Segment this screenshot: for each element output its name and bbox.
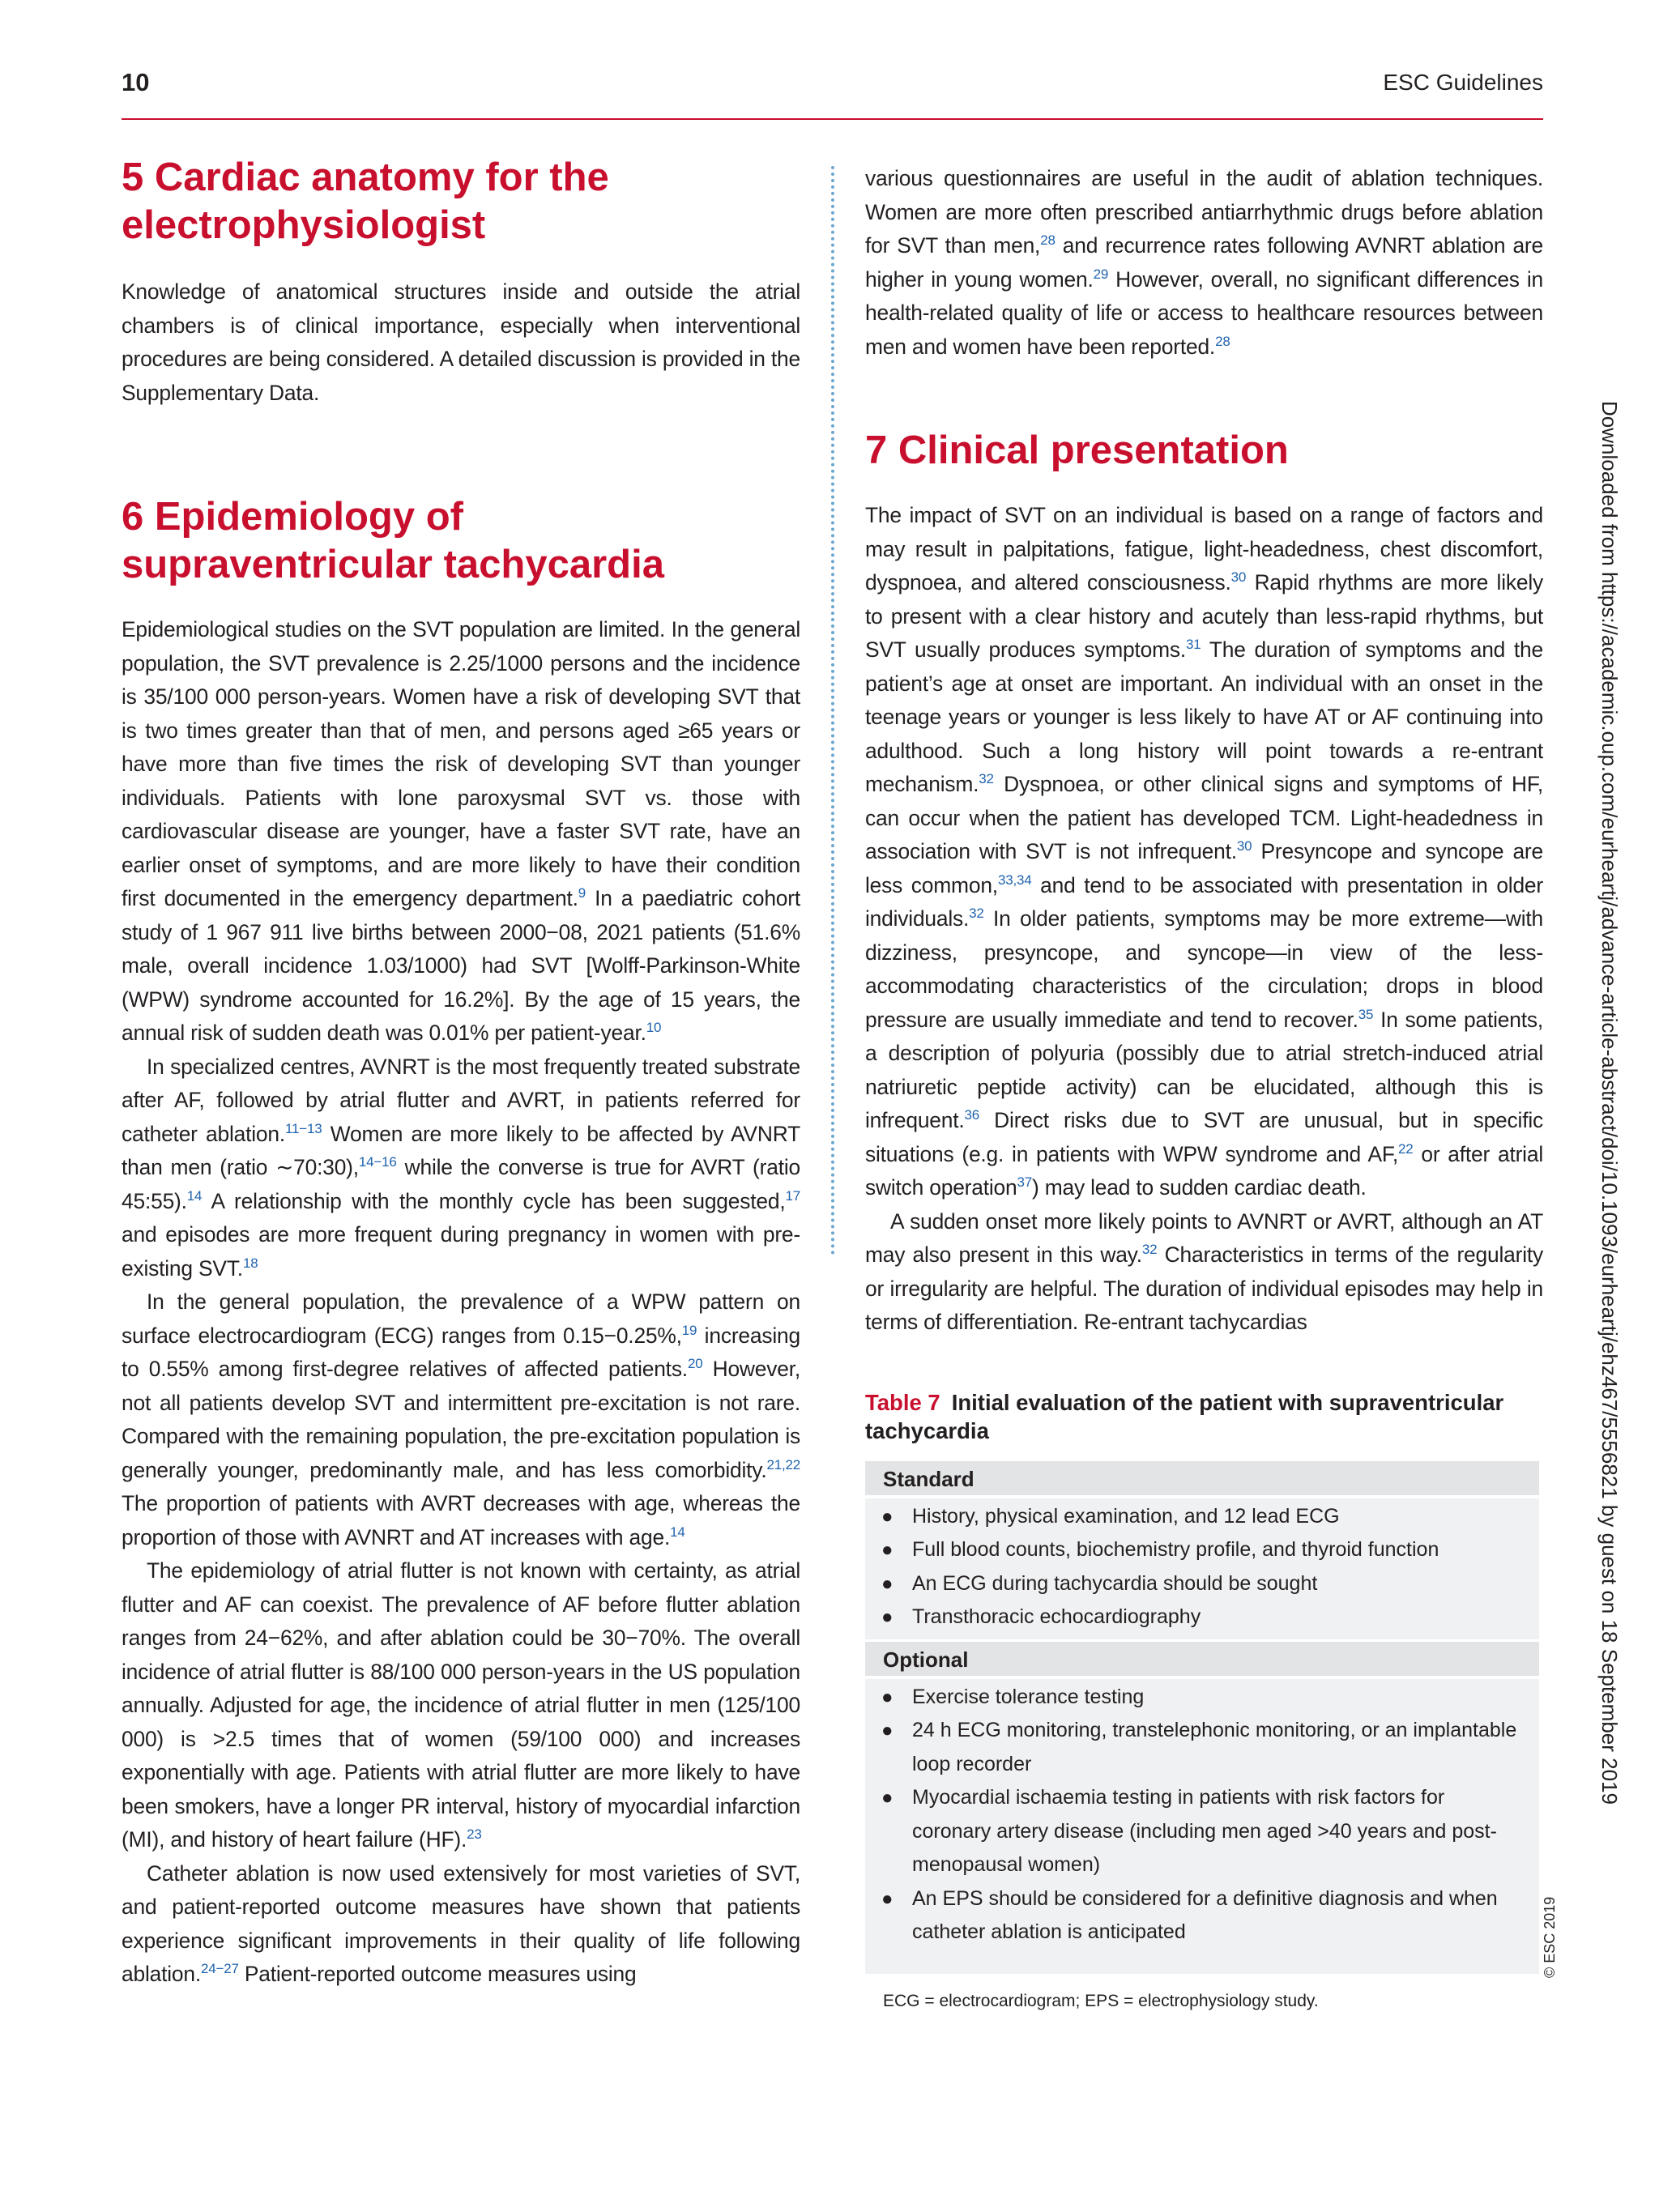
standard-items	[865, 1498, 1539, 1639]
reference-link[interactable]: 37	[1017, 1174, 1033, 1190]
reference-link[interactable]: 10	[646, 1020, 662, 1035]
column-divider	[831, 166, 834, 1255]
epidemiology-paragraph-1: Epidemiological studies on the SVT population are limited. In the general population, the SVT prevalence is 2.25/1000 persons and the incidence is 35/100 000 person-years. Women have a risk of developing SVT that is two times greater than that of men, and persons aged ≥65 years or have more than five times the risk of developing SVT than younger individuals. Patients with lone paroxysmal SVT vs. those with cardiovascular disease are younger, have a faster SVT rate, have an earlier onset of symptoms, and are more likely to have their condition first documented in the emergency department.$^9$ In a paediatric cohort study of 1 967 911 live births between 2000−08, 2021 patients (51.6% male, overall incidence 1.03/1000) had SVT [Wolff-Parkinson-White (WPW) syndrome accounted for 16.2%]. By the age of 15 years, the annual risk of sudden death was 0.01% per patient-year.$^{10}$	[122, 617, 800, 1045]
page-number: 10	[122, 68, 150, 96]
reference-link[interactable]: 28	[1215, 333, 1230, 349]
reference-link[interactable]: 32	[979, 771, 994, 786]
bullet-icon: ●	[881, 1539, 893, 1561]
reference-link[interactable]: 18	[242, 1255, 258, 1271]
table-label: Table 7	[865, 1389, 940, 1415]
optional-items	[865, 1679, 1539, 1974]
reference-link[interactable]: 14	[670, 1524, 685, 1540]
running-head: ESC Guidelines	[1383, 70, 1543, 95]
epidemiology-paragraph-6: various questionnaires are useful in the audit of ablation techniques. Women are more often prescribed antiarrhythmic drugs before ablation for SVT than men,$^{28}$ and recurrence rates following AVNRT ablation are higher in young women.$^{29}$ However, overall, no significant differences in health-related quality of life or access to healthcare resources between men and women have been reported.$^{28}$	[865, 166, 1543, 359]
epidemiology-paragraph-3: In the general population, the prevalence of a WPW pattern on surface electrocardiogram (ECG) ranges from 0.15−0.25%,$^{19}$ increasing to 0.55% among first-degree relatives of affected patients.$^{20}$ However, not all patients develop SVT and intermittent pre-excitation is not rare. Compared with the remaining population, the pre-excitation population is generally younger, predominantly male, and has less comorbidity.$^{21,22}$ The proportion of patients with AVRT decreases with age, whereas the proportion of those with AVNRT and AT increases with age.$^{14}$	[122, 1289, 801, 1549]
bullet-icon: ●	[881, 1505, 893, 1528]
reference-link[interactable]: 29	[1093, 266, 1109, 282]
evaluation-table	[865, 1461, 1539, 1974]
right-column	[865, 162, 1543, 2011]
table-caption	[865, 1388, 1543, 1445]
section-5-title: 5 Cardiac anatomy for the electrophysiologist	[122, 156, 609, 247]
reference-link[interactable]: 36	[964, 1107, 980, 1123]
section-6-title: 6 Epidemiology of supraventricular tachycardia	[122, 495, 664, 586]
table-footnote: ECG = electrocardiogram; EPS = electrophysiology study.	[883, 1991, 1319, 2010]
clinical-paragraph-2: A sudden onset more likely points to AVNRT or AVRT, although an AT may also present in this way.$^{32}$ Characteristics in terms of the regularity or irregularity are helpful. The duration of individual episodes may help in terms of differentiation. Re-entrant tachycardias	[865, 1208, 1543, 1334]
epidemiology-paragraph-5: Catheter ablation is now used extensively for most varieties of SVT, and patient-reported outcome measures have shown that patients experience significant improvements in their quality of life following ablation.$^{24-27}$ Patient-reported outcome measures using	[122, 1860, 800, 1986]
epidemiology-paragraph-4: The epidemiology of atrial flutter is not known with certainty, as atrial flutter and AF can coexist. The prevalence of AF before flutter ablation ranges from 24−62%, and after ablation could be 30−70%. The overall incidence of atrial flutter is 88/100 000 person-years in the US population annually. Adjusted for age, the incidence of atrial flutter in men (125/100 000) is >2.5 times that of women (59/100 000) and increases exponentially with age. Patients with atrial flutter are more likely to have been smokers, have a longer PR interval, history of myocardial infarction (MI), and history of heart failure (HF).$^{23}$	[122, 1558, 800, 1852]
reference-link[interactable]: 20	[687, 1356, 703, 1371]
reference-link[interactable]: 32	[969, 906, 984, 921]
section-5-paragraph: Knowledge of anatomical structures inside and outside the atrial chambers is of clinical importance, especially when interventional procedures are being considered. A detailed discussion is provided in the Supplementary Data.	[122, 279, 800, 405]
bullet-icon: ●	[881, 1572, 893, 1595]
reference-link[interactable]: 14−16	[358, 1154, 397, 1170]
reference-link[interactable]: 17	[785, 1187, 800, 1204]
table-title: Initial evaluation of the patient with supraventricular tachycardia	[865, 1389, 1504, 1443]
bullet-icon: ●	[881, 1887, 893, 1910]
copyright-note: © ESC 2019	[1542, 1896, 1558, 1978]
header-rule	[122, 118, 1543, 120]
table-item: ● An ECG during tachycardia should be sought	[881, 1567, 1521, 1601]
table-item: ● Myocardial ischaemia testing in patients with risk factors for coronary artery disease (including men aged >40 years and post-menopausal women)	[881, 1781, 1521, 1882]
reference-link[interactable]: 30	[1236, 838, 1252, 854]
bullet-icon: ●	[881, 1720, 893, 1741]
table-item: ● History, physical examination, and 12 lead ECG	[881, 1500, 1521, 1534]
table-7	[865, 1388, 1543, 2011]
table-section-standard: Standard	[865, 1461, 1539, 1495]
reference-link[interactable]: 28	[1040, 232, 1056, 248]
reference-link[interactable]: 9	[578, 885, 586, 901]
reference-link[interactable]: 11−13	[285, 1120, 322, 1136]
reference-link[interactable]: 22	[1397, 1140, 1414, 1157]
bullet-icon: ●	[881, 1686, 893, 1708]
table-section-optional: Optional	[865, 1642, 1539, 1676]
bullet-icon: ●	[881, 1606, 893, 1628]
table-item: ● An EPS should be considered for a definitive diagnosis and when catheter ablation is anticipated	[881, 1882, 1521, 1950]
table-item: ● Exercise tolerance testing	[881, 1681, 1521, 1715]
reference-link[interactable]: 23	[467, 1826, 482, 1842]
reference-link[interactable]: 30	[1230, 569, 1247, 585]
reference-link[interactable]: 33,34	[997, 872, 1032, 888]
reference-link[interactable]: 35	[1358, 1006, 1374, 1022]
download-watermark: Downloaded from https://academic.oup.com/eurheartj/advance-article-abstract/doi/10.1093/eurheartj/ehz467/5556821 by guest on 18 September 2019	[1597, 401, 1622, 1805]
table-item: ● Full blood counts, biochemistry profile, and thyroid function	[881, 1533, 1521, 1567]
bullet-icon: ●	[881, 1787, 893, 1809]
table-item: ● 24 h ECG monitoring, transtelephonic monitoring, or an implantable loop recorder	[881, 1714, 1521, 1781]
reference-link[interactable]: 21,22	[766, 1456, 800, 1473]
reference-link[interactable]: 31	[1186, 637, 1201, 652]
reference-link[interactable]: 19	[681, 1322, 697, 1338]
section-7-title: 7 Clinical presentation	[865, 428, 1289, 472]
reference-link[interactable]: 24−27	[200, 1961, 239, 1976]
table-item: ● Transthoracic echocardiography	[881, 1600, 1521, 1634]
reference-link[interactable]: 14	[186, 1187, 203, 1204]
epidemiology-paragraph-2: In specialized centres, AVNRT is the most frequently treated substrate after AF, followed by atrial flutter and AVRT, in patients referred for catheter ablation.$^{11-13}$ Women are more likely to be affected by AVNRT than men (ratio ∼70:30),$^{14-16}$ while the converse is true for AVRT (ratio 45:55).$^{14}$ A relationship with the monthly cycle has been suggested,$^{17}$ and episodes are more frequent during pregnancy in women with pre-existing SVT.$^{18}$	[122, 1054, 800, 1281]
left-column	[122, 154, 800, 1992]
reference-link[interactable]: 32	[1141, 1242, 1158, 1257]
clinical-paragraph-1: The impact of SVT on an individual is based on a range of factors and may result in palpitations, fatigue, light-headedness, chest discomfort, dyspnoea, and altered consciousness.$^{30}$ Rapid rhythms are more likely to present with a clear history and acutely than less-rapid rhythms, but SVT usually produces symptoms.$^{31}$ The duration of symptoms and the patient’s age at onset are important. An individual with an onset in the teenage years or younger is less likely to have AT or AF continuing into adulthood. Such a long history will point towards a re-entrant mechanism.$^{32}$ Dyspnoea, or other clinical signs and symptoms of HF, can occur when the patient has developed TCM. Light-headedness in association with SVT is not infrequent.$^{30}$ Presyncope and syncope are less common,$^{33,34}$ and tend to be associated with presentation in older individuals.$^{32}$ In older patients, symptoms may be more extreme—with dizziness, presyncope, and syncope—in view of the less-accommodating characteristics of the circulation; drops in blood pressure are usually immediate and tend to recover.$^{35}$ In some patients, a description of polyuria (possibly due to atrial stretch-induced atrial natriuretic peptide activity) can be elucidated, although this is infrequent.$^{36}$ Direct risks due to SVT are unusual, but in specific situations (e.g. in patients with WPW syndrome and AF,$^{22}$ or after atrial switch operation$^{37}$) may lead to sudden cardiac death.	[865, 503, 1544, 1200]
